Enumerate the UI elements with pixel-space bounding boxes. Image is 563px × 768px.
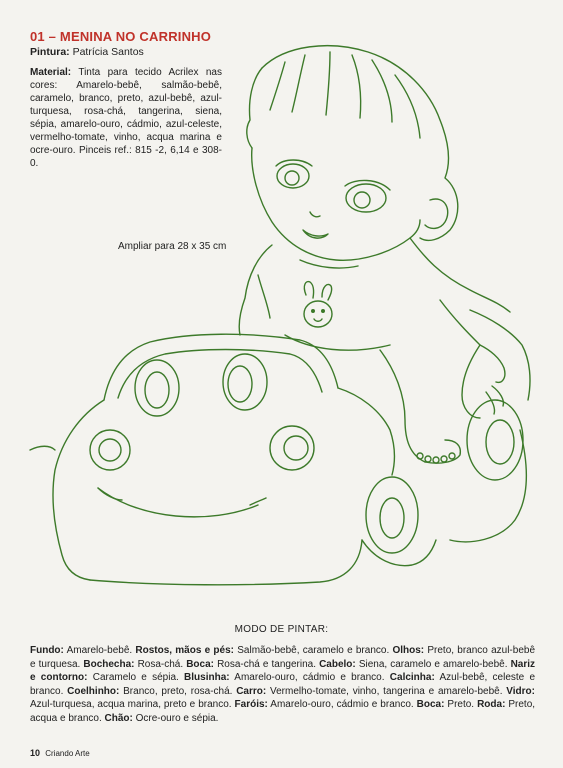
instruction-label: Blusinha: xyxy=(184,672,230,683)
instruction-label: Chão: xyxy=(104,712,133,724)
page-title: 01 – MENINA NO CARRINHO xyxy=(30,29,212,44)
instruction-text: Vermelho-tomate, vinho, tangerina e amarelo-bebê. xyxy=(270,685,503,697)
instruction-text: Azul-bebê, celeste e branco. xyxy=(30,672,536,697)
enlarge-note: Ampliar para 28 x 35 cm xyxy=(118,241,227,252)
instruction-label: Roda: xyxy=(477,699,506,710)
painting-section-title: MODO DE PINTAR: xyxy=(234,624,329,635)
instruction-text: Azul-turquesa, acqua marina, preto e branco. xyxy=(30,699,232,710)
instruction-text: Preto. xyxy=(447,699,475,710)
page-footer xyxy=(30,748,90,758)
instruction-label: Fundo: xyxy=(30,645,64,656)
instruction-text: Preto, branco azul-bebê e turquesa. xyxy=(30,645,536,670)
instruction-label: Olhos: xyxy=(392,645,425,656)
instruction-text: Caramelo e sépia. xyxy=(92,672,179,683)
instruction-text: Amarelo-ouro, cádmio e branco. xyxy=(234,672,385,683)
instruction-label: Calcinha: xyxy=(389,672,435,683)
baby-figure xyxy=(239,46,510,463)
material-label: Material: xyxy=(30,67,72,78)
instruction-label: Boca: xyxy=(416,699,445,710)
instruction-text: Siena, caramelo e amarelo-bebê. xyxy=(358,658,508,670)
instruction-label: Rostos, mãos e pés: xyxy=(135,645,234,656)
instruction-label: Bochecha: xyxy=(83,658,135,670)
instruction-text: Preto, acqua e branco. xyxy=(30,699,536,724)
instruction-text: Amarelo-bebê. xyxy=(66,645,133,656)
instruction-label: Coelhinho: xyxy=(67,685,120,697)
page-number: 10 xyxy=(30,748,41,758)
instruction-text: Rosa-chá. xyxy=(137,658,184,670)
instruction-text: Branco, preto, rosa-chá. xyxy=(123,685,233,697)
instruction-text: Amarelo-ouro, cádmio e branco. xyxy=(270,699,414,710)
instruction-label: Vidro: xyxy=(506,685,535,697)
instruction-text: Ocre-ouro e sépia. xyxy=(135,712,219,724)
painter-name: Patrícia Santos xyxy=(72,46,144,58)
instruction-label: Nariz e contorno: xyxy=(30,658,536,683)
magazine-name: Criando Arte xyxy=(45,749,90,758)
painter-label: Pintura: xyxy=(30,46,70,58)
instruction-label: Boca: xyxy=(186,658,214,670)
material-text: Tinta para tecido Acrilex nas cores: Amarelo-bebê, salmão-bebê, caramelo, branco, preto, azul-bebê, azul-turquesa, rosa-chá, tangerina, siena, sépia, amarelo-ouro, cádmio, azul-celeste, vermelho-tomate, vinho, acqua marina e ocre-ouro. Pinceis ref.: 815 -2, 6,14 e 308-0. xyxy=(30,67,222,169)
toy-car xyxy=(30,310,530,585)
instruction-label: Cabelo: xyxy=(319,658,356,670)
instruction-text: Salmão-bebê, caramelo e branco. xyxy=(237,645,390,656)
instruction-text: Rosa-chá e tangerina. xyxy=(217,658,317,670)
instruction-label: Faróis: xyxy=(234,699,268,710)
painting-instructions xyxy=(30,644,535,725)
instruction-label: Carro: xyxy=(236,685,267,697)
